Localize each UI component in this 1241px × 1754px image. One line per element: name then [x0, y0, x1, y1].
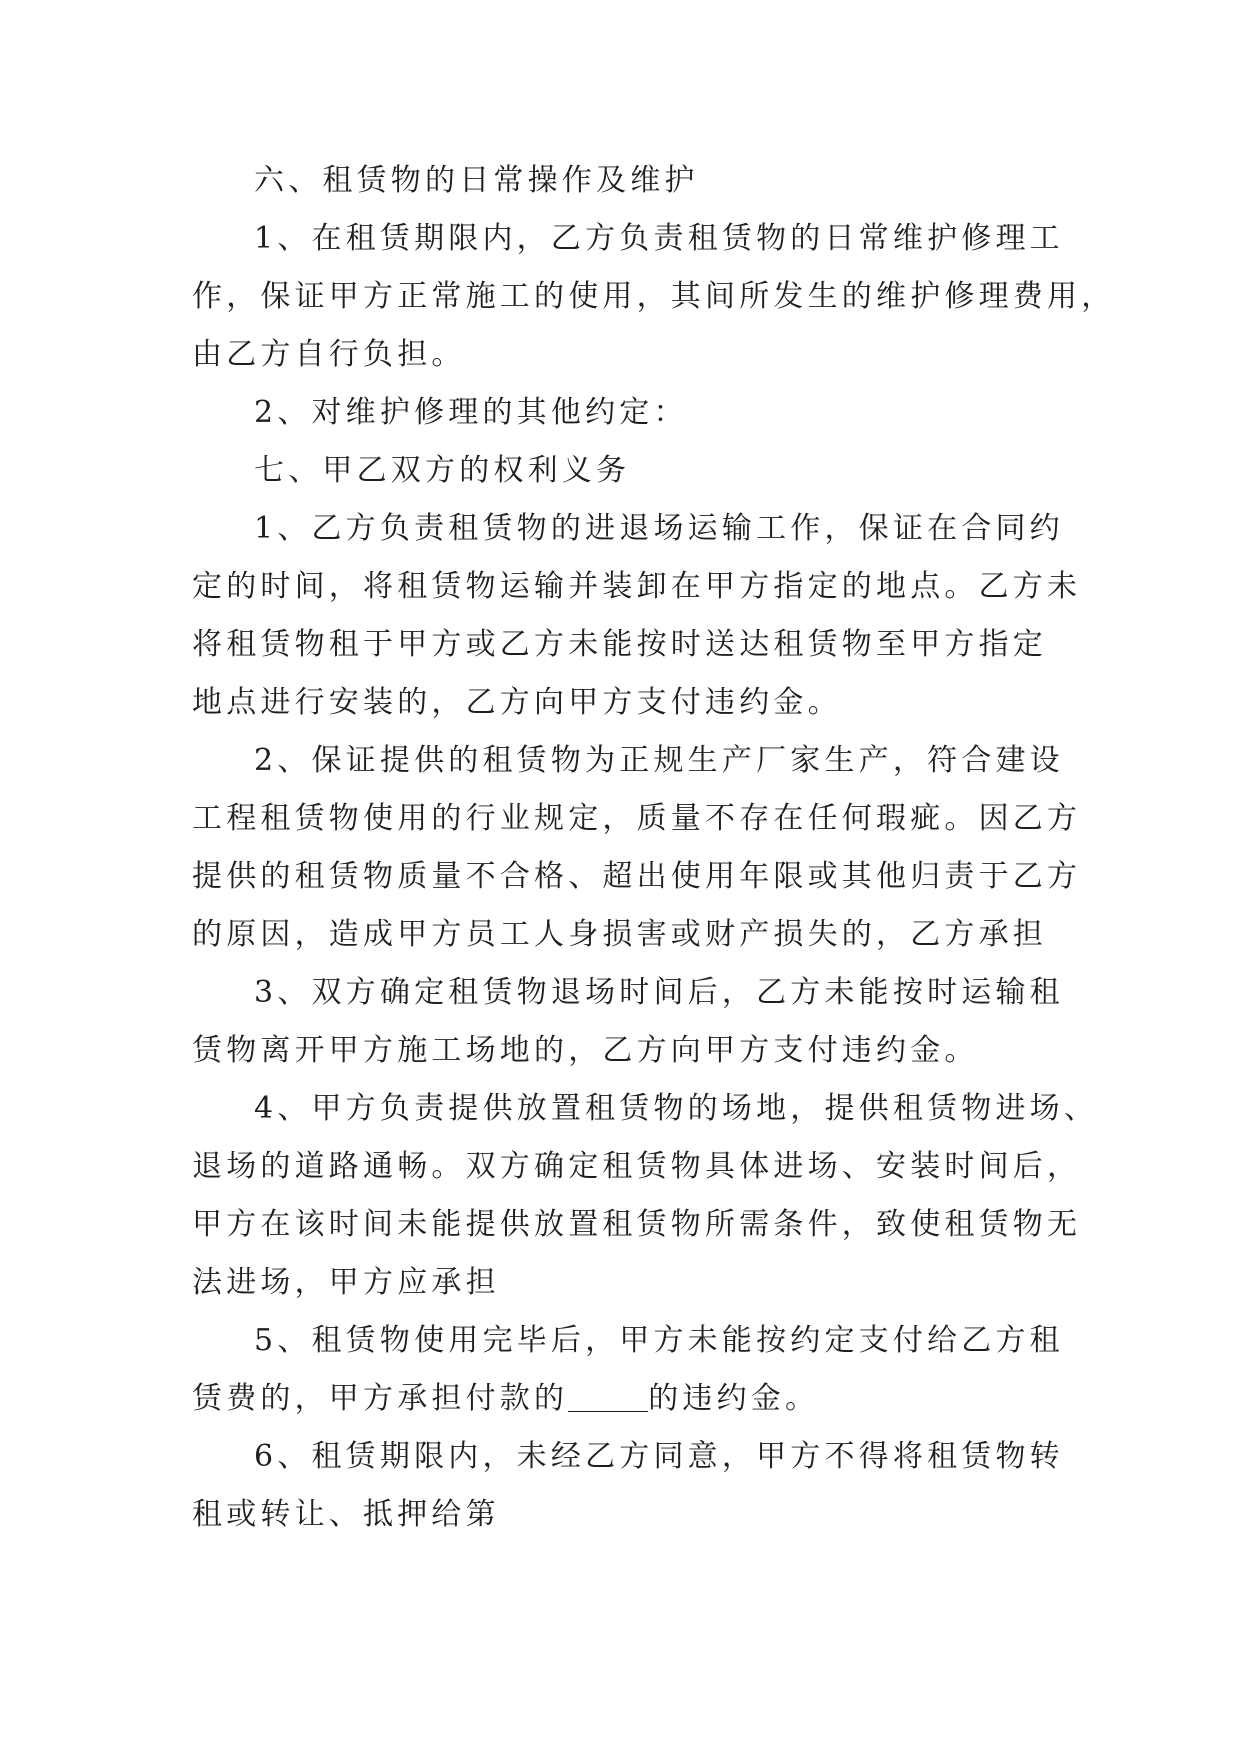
paragraph-7-2-line-2: 工程租赁物使用的行业规定，质量不存在任何瑕疵。因乙方 [192, 801, 1082, 836]
paragraph-7-1-line-1: 1、乙方负责租赁物的进退场运输工作，保证在合同约 [254, 511, 1064, 546]
paragraph-6-2-line-1: 2、对维护修理的其他约定： [254, 395, 688, 430]
paragraph-7-4-line-2: 退场的道路通畅。双方确定租赁物具体进场、安装时间后， [192, 1149, 1082, 1184]
section-heading-6: 六、租赁物的日常操作及维护 [254, 163, 699, 198]
paragraph-7-5-text-after-blank: 的违约金。 [648, 1381, 820, 1416]
paragraph-7-2-line-1: 2、保证提供的租赁物为正规生产厂家生产，符合建设 [254, 743, 1064, 778]
paragraph-7-5-line-1: 5、租赁物使用完毕后，甲方未能按约定支付给乙方租 [254, 1323, 1064, 1358]
paragraph-7-3-line-1: 3、双方确定租赁物退场时间后，乙方未能按时运输租 [254, 975, 1064, 1010]
paragraph-7-2-line-3: 提供的租赁物质量不合格、超出使用年限或其他归责于乙方 [192, 859, 1082, 894]
paragraph-7-5-text-before-blank: 赁费的，甲方承担付款的 [192, 1381, 569, 1416]
paragraph-7-4-line-3: 甲方在该时间未能提供放置租赁物所需条件，致使租赁物无 [192, 1207, 1082, 1242]
paragraph-6-1-line-3: 由乙方自行负担。 [192, 337, 466, 372]
fill-in-blank [568, 1381, 648, 1412]
document-body [192, 152, 1116, 1544]
section-heading-7: 七、甲乙双方的权利义务 [254, 453, 631, 488]
paragraph-7-1-line-3: 将租赁物租于甲方或乙方未能按时送达租赁物至甲方指定 [192, 627, 1047, 662]
paragraph-7-4-line-4: 法进场，甲方应承担 [192, 1265, 500, 1300]
paragraph-7-5-line-2 [192, 1370, 1054, 1428]
paragraph-6-1-line-2: 作，保证甲方正常施工的使用，其间所发生的维护修理费用， [192, 279, 1116, 314]
paragraph-7-1-line-2: 定的时间，将租赁物运输并装卸在甲方指定的地点。乙方未 [192, 569, 1082, 604]
paragraph-7-6-line-2: 租或转让、抵押给第 [192, 1497, 500, 1532]
paragraph-7-3-line-2: 赁物离开甲方施工场地的，乙方向甲方支付违约金。 [192, 1033, 979, 1068]
paragraph-7-6-line-1: 6、租赁期限内，未经乙方同意，甲方不得将租赁物转 [254, 1439, 1064, 1474]
paragraph-7-2-line-4: 的原因，造成甲方员工人身损害或财产损失的，乙方承担 [192, 917, 1047, 952]
paragraph-7-1-line-4: 地点进行安装的，乙方向甲方支付违约金。 [192, 685, 842, 720]
paragraph-6-1-line-1: 1、在租赁期限内，乙方负责租赁物的日常维护修理工 [254, 221, 1064, 256]
paragraph-7-4-line-1: 4、甲方负责提供放置租赁物的场地，提供租赁物进场、 [254, 1091, 1099, 1126]
